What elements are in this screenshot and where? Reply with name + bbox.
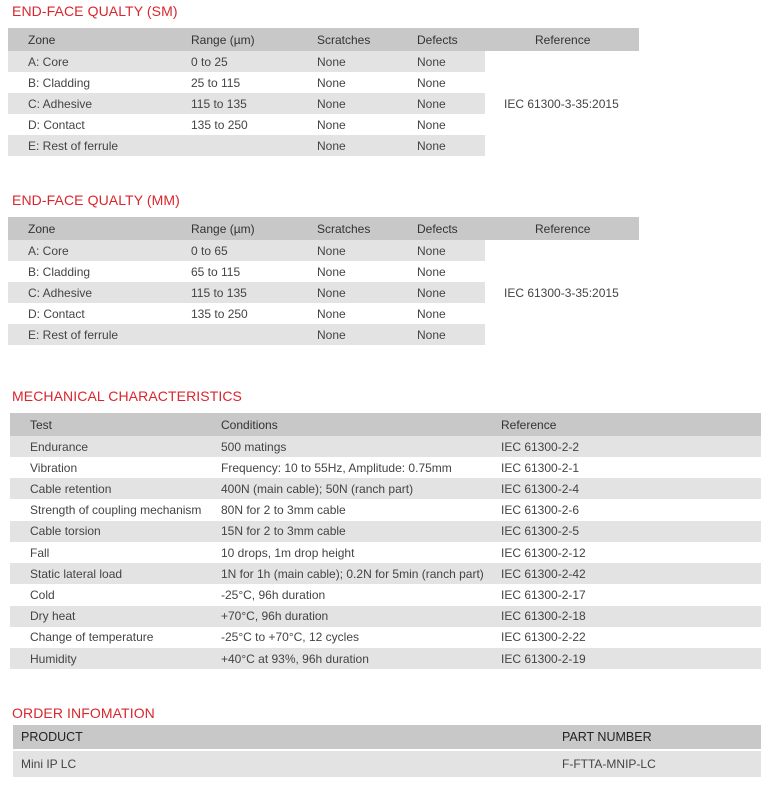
table-header bbox=[10, 413, 761, 436]
header-conditions: Conditions bbox=[221, 417, 278, 432]
defects-cell: None bbox=[417, 285, 446, 300]
test-cell: Static lateral load bbox=[30, 566, 123, 581]
range-cell: 115 to 135 bbox=[191, 96, 247, 111]
header-defects: Defects bbox=[417, 32, 458, 47]
scratches-cell: None bbox=[317, 54, 346, 69]
zone-cell: D: Contact bbox=[28, 306, 85, 321]
table-row bbox=[10, 478, 761, 499]
table-header bbox=[8, 217, 639, 240]
zone-cell: D: Contact bbox=[28, 117, 85, 132]
range-cell: 65 to 115 bbox=[191, 264, 241, 279]
defects-cell: None bbox=[417, 96, 446, 111]
table-row bbox=[8, 240, 485, 261]
product-cell: Mini IP LC bbox=[21, 757, 77, 771]
table-row bbox=[8, 324, 485, 345]
reference-cell: IEC 61300-2-18 bbox=[501, 609, 586, 624]
header-product: PRODUCT bbox=[21, 730, 83, 744]
zone-cell: B: Cladding bbox=[28, 264, 91, 279]
range-cell: 135 to 250 bbox=[191, 306, 248, 321]
test-cell: Dry heat bbox=[30, 609, 76, 624]
conditions-cell: 15N for 2 to 3mm cable bbox=[221, 524, 346, 539]
reference-cell: IEC 61300-2-42 bbox=[501, 566, 586, 581]
conditions-cell: 400N (main cable); 50N (ranch part) bbox=[221, 481, 414, 496]
defects-cell: None bbox=[417, 243, 446, 258]
table-header bbox=[8, 28, 639, 51]
table-row bbox=[13, 751, 761, 777]
defects-cell: None bbox=[417, 117, 446, 132]
table-row bbox=[8, 303, 485, 324]
header-range: Range (µm) bbox=[191, 32, 255, 47]
conditions-cell: 1N for 1h (main cable); 0.2N for 5min (ranch part) bbox=[221, 566, 484, 581]
header-scratches: Scratches bbox=[317, 221, 371, 236]
zone-cell: C: Adhesive bbox=[28, 285, 93, 300]
order-title: ORDER INFOMATION bbox=[12, 705, 155, 721]
header-zone: Zone bbox=[28, 221, 56, 236]
table-row bbox=[10, 648, 761, 669]
table-row bbox=[8, 93, 485, 114]
header-part-number: PART NUMBER bbox=[562, 730, 652, 744]
reference-cell: IEC 61300-2-5 bbox=[501, 524, 580, 539]
reference-cell: IEC 61300-2-22 bbox=[501, 630, 586, 645]
zone-cell: E: Rest of ferrule bbox=[28, 138, 119, 153]
table-row bbox=[10, 563, 761, 584]
table-header bbox=[13, 725, 761, 749]
scratches-cell: None bbox=[317, 96, 346, 111]
range-cell: 25 to 115 bbox=[191, 75, 241, 90]
conditions-cell: 500 matings bbox=[221, 439, 287, 454]
test-cell: Cable torsion bbox=[30, 524, 101, 539]
reference-cell: IEC 61300-2-2 bbox=[501, 439, 580, 454]
reference-cell: IEC 61300-2-1 bbox=[501, 460, 580, 475]
scratches-cell: None bbox=[317, 243, 346, 258]
conditions-cell: -25°C to +70°C, 12 cycles bbox=[221, 630, 359, 645]
range-cell: 0 to 65 bbox=[191, 243, 228, 258]
table-row bbox=[8, 135, 485, 156]
table-row bbox=[8, 282, 485, 303]
part-number-cell: F-FTTA-MNIP-LC bbox=[562, 757, 656, 771]
conditions-cell: Frequency: 10 to 55Hz, Amplitude: 0.75mm bbox=[221, 460, 452, 475]
table-row bbox=[10, 500, 761, 521]
reference-cell: IEC 61300-2-4 bbox=[501, 481, 580, 496]
conditions-cell: 80N for 2 to 3mm cable bbox=[221, 503, 346, 518]
header-scratches: Scratches bbox=[317, 32, 371, 47]
reference-cell: IEC 61300-2-19 bbox=[501, 651, 586, 666]
conditions-cell: +70°C, 96h duration bbox=[221, 609, 329, 624]
range-cell: 0 to 25 bbox=[191, 54, 228, 69]
range-cell: 135 to 250 bbox=[191, 117, 248, 132]
table-row bbox=[10, 542, 761, 563]
test-cell: Cable retention bbox=[30, 481, 112, 496]
table-row bbox=[10, 606, 761, 627]
zone-cell: C: Adhesive bbox=[28, 96, 93, 111]
zone-cell: B: Cladding bbox=[28, 75, 91, 90]
defects-cell: None bbox=[417, 75, 446, 90]
table-row bbox=[8, 114, 485, 135]
conditions-cell: -25°C, 96h duration bbox=[221, 587, 326, 602]
test-cell: Vibration bbox=[30, 460, 78, 475]
conditions-cell: 10 drops, 1m drop height bbox=[221, 545, 355, 560]
test-cell: Cold bbox=[30, 587, 55, 602]
test-cell: Humidity bbox=[30, 651, 77, 666]
table-row bbox=[10, 436, 761, 457]
table-row bbox=[10, 521, 761, 542]
reference-cell: IEC 61300-2-6 bbox=[501, 503, 580, 518]
header-reference: Reference bbox=[501, 417, 557, 432]
test-cell: Endurance bbox=[30, 439, 89, 454]
header-defects: Defects bbox=[417, 221, 458, 236]
table-row bbox=[10, 457, 761, 478]
scratches-cell: None bbox=[317, 264, 346, 279]
header-reference: Reference bbox=[535, 221, 591, 236]
defects-cell: None bbox=[417, 327, 446, 342]
reference-cell: IEC 61300-3-35:2015 bbox=[504, 96, 619, 111]
defects-cell: None bbox=[417, 138, 446, 153]
header-test: Test bbox=[30, 417, 53, 432]
table-row bbox=[8, 51, 485, 72]
table-row bbox=[10, 584, 761, 605]
zone-cell: A: Core bbox=[28, 243, 69, 258]
scratches-cell: None bbox=[317, 138, 346, 153]
table-row bbox=[8, 72, 485, 93]
defects-cell: None bbox=[417, 54, 446, 69]
scratches-cell: None bbox=[317, 327, 346, 342]
reference-cell: IEC 61300-3-35:2015 bbox=[504, 285, 619, 300]
header-reference: Reference bbox=[535, 32, 591, 47]
scratches-cell: None bbox=[317, 306, 346, 321]
defects-cell: None bbox=[417, 306, 446, 321]
header-range: Range (µm) bbox=[191, 221, 255, 236]
scratches-cell: None bbox=[317, 75, 346, 90]
reference-cell: IEC 61300-2-12 bbox=[501, 545, 586, 560]
table-row bbox=[10, 627, 761, 648]
reference-cell: IEC 61300-2-17 bbox=[501, 587, 586, 602]
endface-mm-title: END-FACE QUALTY (MM) bbox=[12, 192, 180, 208]
endface-sm-title: END-FACE QUALTY (SM) bbox=[12, 3, 178, 19]
scratches-cell: None bbox=[317, 117, 346, 132]
zone-cell: A: Core bbox=[28, 54, 69, 69]
header-zone: Zone bbox=[28, 32, 56, 47]
zone-cell: E: Rest of ferrule bbox=[28, 327, 119, 342]
mechanical-title: MECHANICAL CHARACTERISTICS bbox=[12, 388, 242, 404]
defects-cell: None bbox=[417, 264, 446, 279]
conditions-cell: +40°C at 93%, 96h duration bbox=[221, 651, 369, 666]
scratches-cell: None bbox=[317, 285, 346, 300]
table-row bbox=[8, 261, 485, 282]
test-cell: Strength of coupling mechanism bbox=[30, 503, 202, 518]
test-cell: Fall bbox=[30, 545, 50, 560]
range-cell: 115 to 135 bbox=[191, 285, 247, 300]
test-cell: Change of temperature bbox=[30, 630, 154, 645]
